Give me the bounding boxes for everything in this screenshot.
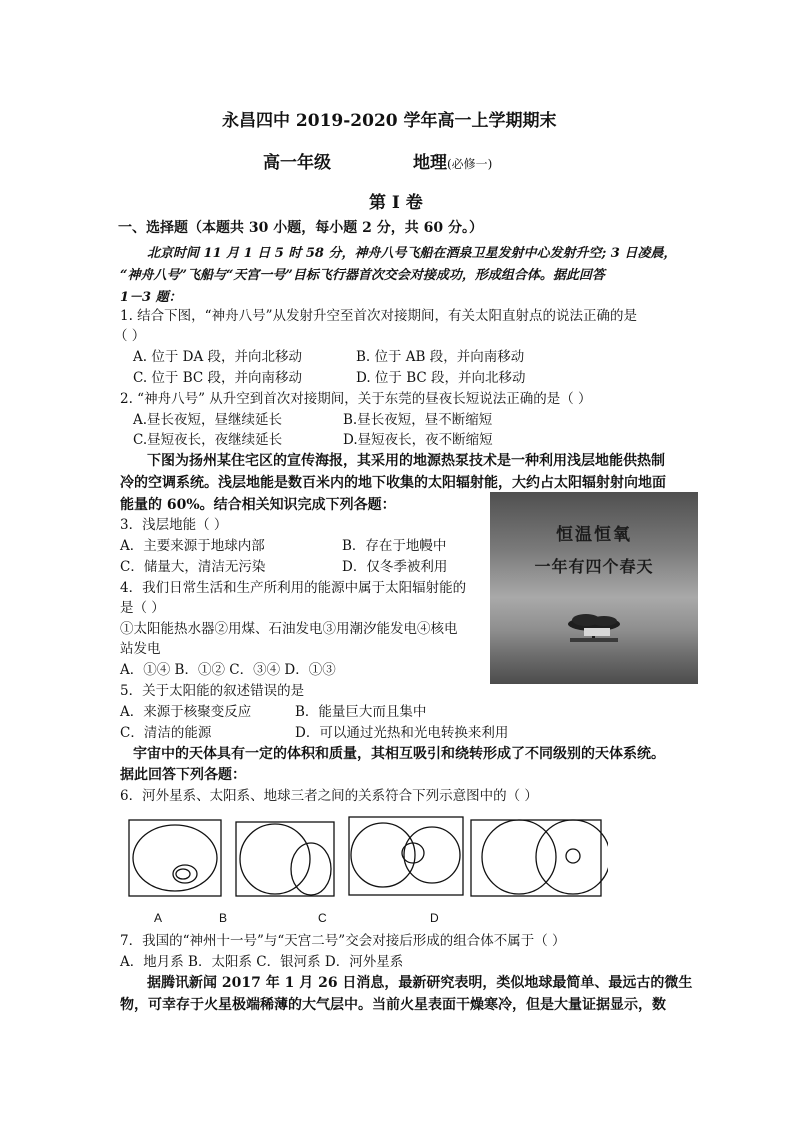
diagram-option-d <box>471 820 608 896</box>
q1-option-c: C. 位于 BC 段，并向南移动 <box>133 370 303 386</box>
subject-note: (必修一) <box>447 157 493 171</box>
document-title: 永昌四中 2019-2020 学年高一上学期期末 <box>222 111 557 131</box>
q3-option-c: C．储量大，清洁无污染 <box>120 559 266 575</box>
diagram-option-c <box>349 817 463 895</box>
q2-option-d: D.昼短夜长，夜不断缩短 <box>343 432 493 448</box>
grade-label: 高一年级 <box>263 153 331 173</box>
q3-option-d: D．仅冬季被利用 <box>342 559 448 575</box>
q2-option-b: B.昼长夜短，昼不断缩短 <box>343 412 493 428</box>
q3-option-a: A．主要来源于地球内部 <box>120 538 265 554</box>
subject-name: 地理 <box>413 153 447 173</box>
q4-items-2: 站发电 <box>120 641 161 657</box>
q1-option-a: A. 位于 DA 段，并向北移动 <box>133 349 302 365</box>
passage2-line-2: 冷的空调系统。浅层地能是数百米内的地下收集的太阳辐射能，大约占太阳辐射射向地面 <box>120 475 666 491</box>
q5-option-b: B．能量巨大而且集中 <box>295 704 427 720</box>
diagram-label-c: C <box>318 911 327 925</box>
passage3-line-2: 据此回答下列各题： <box>120 767 246 783</box>
passage3-line-1: 宇宙中的天体具有一定的体积和质量，其相互吸引和绕转形成了不同级别的天体系统。 <box>133 746 665 762</box>
passage2-line-3: 能量的 60%。结合相关知识完成下列各题： <box>120 497 396 513</box>
diagram-label-a: A <box>154 911 163 925</box>
q2-option-a: A.昼长夜短，昼继续延长 <box>133 412 283 428</box>
intro-line-1: 北京时间 11 月 1 日 5 时 58 分，神舟八号飞船在酒泉卫星发射中心发射升空; 3 日凌晨， <box>147 246 677 261</box>
section-heading: 一、选择题（本题共 30 小题，每小题 2 分，共 60 分。） <box>118 220 483 236</box>
q4-stem-1: 4．我们日常生活和生产所利用的能源中属于太阳辐射能的 <box>120 580 467 596</box>
q1-option-d: D. 位于 BC 段，并向北移动 <box>356 370 526 386</box>
q4-options: A．①④ B．①② C．③④ D．①③ <box>120 662 336 678</box>
q4-stem-2: 是（ ） <box>120 600 165 616</box>
intro-line-3: 1－3 题： <box>120 290 182 305</box>
poster-line-2: 一年有四个春天 <box>534 557 654 576</box>
housing-poster-image <box>490 492 698 684</box>
q2-stem: 2. “神舟八号” 从升空到首次对接期间，关于东莞的昼夜长短说法正确的是（ ） <box>120 391 592 407</box>
diagram-option-b <box>236 822 334 896</box>
subject-label <box>413 148 492 173</box>
q4-items-1: ①太阳能热水器②用煤、石油发电③用潮汐能发电④核电 <box>120 621 458 637</box>
intro-line-2: “神舟八号”飞船与“天宫一号”目标飞行器首次交会对接成功，形成组合体。据此回答 <box>120 268 605 283</box>
passage4-line-2: 物，可幸存于火星极端稀薄的大气层中。当前火星表面干燥寒冷，但是大量证据显示，数 <box>120 997 666 1013</box>
diagram-label-d: D <box>430 911 439 925</box>
q7-options: A．地月系 B．太阳系 C．银河系 D．河外星系 <box>120 954 404 970</box>
poster-line-1: 恒温恒氧 <box>556 525 632 545</box>
q5-option-d: D．可以通过光热和光电转换来利用 <box>295 725 509 741</box>
q7-stem: 7．我国的“神州十一号”与“天宫二号”交会对接后形成的组合体不属于（ ） <box>120 933 566 949</box>
q1-paren: （ ） <box>114 328 146 344</box>
tree-icon <box>490 492 698 684</box>
q5-option-a: A．来源于核聚变反应 <box>120 704 252 720</box>
q3-stem: 3．浅层地能（ ） <box>120 517 228 533</box>
diagram-option-a <box>129 820 221 896</box>
passage2-line-1: 下图为扬州某住宅区的宣传海报，其采用的地源热泵技术是一种利用浅层地能供热制 <box>147 453 665 469</box>
volume-label: 第 I 卷 <box>369 193 423 213</box>
q3-option-b: B．存在于地幔中 <box>342 538 447 554</box>
q1-stem: 1. 结合下图，“神舟八号”从发射升空至首次对接期间，有关太阳直射点的说法正确的是 <box>120 308 637 324</box>
passage4-line-1: 据腾讯新闻 2017 年 1 月 26 日消息，最新研究表明，类似地球最简单、最远古的微生 <box>147 975 693 991</box>
q5-option-c: C．清洁的能源 <box>120 725 212 741</box>
diagram-label-b: B <box>219 911 228 925</box>
q5-stem: 5．关于太阳能的叙述错误的是 <box>120 683 305 699</box>
celestial-systems-diagram <box>128 815 608 899</box>
q1-option-b: B. 位于 AB 段，并向南移动 <box>356 349 525 365</box>
q6-stem: 6．河外星系、太阳系、地球三者之间的关系符合下列示意图中的（ ） <box>120 788 538 804</box>
q2-option-c: C.昼短夜长，夜继续延长 <box>133 432 283 448</box>
